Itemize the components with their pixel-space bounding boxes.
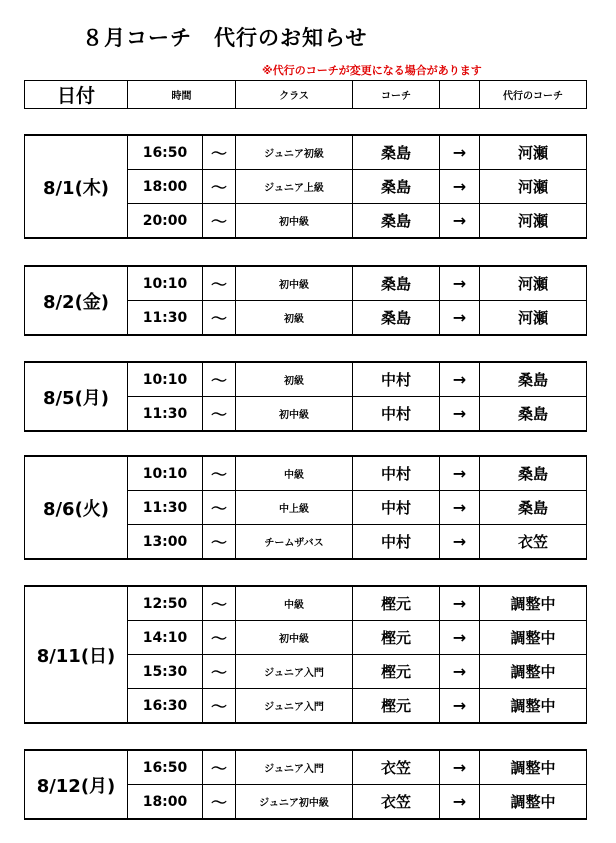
table-row (25, 750, 587, 785)
arrow-cell: → (440, 525, 480, 560)
tilde-cell: 〜 (203, 397, 236, 432)
time-cell: 18:00 (128, 785, 203, 820)
time-cell: 11:30 (128, 301, 203, 336)
arrow-cell: → (440, 750, 480, 785)
tilde-cell: 〜 (203, 456, 236, 491)
arrow-cell: → (440, 135, 480, 170)
time-cell: 16:50 (128, 750, 203, 785)
header-blank (440, 81, 480, 109)
header-class: クラス (236, 81, 353, 109)
date-group (24, 134, 587, 239)
substitute-cell: 調整中 (480, 586, 587, 621)
substitute-cell: 河瀬 (480, 301, 587, 336)
arrow-cell: → (440, 204, 480, 239)
table-row (25, 266, 587, 301)
header-row (25, 81, 587, 109)
tilde-cell: 〜 (203, 750, 236, 785)
header-table (24, 80, 587, 109)
time-cell: 15:30 (128, 655, 203, 689)
class-cell: ジュニア入門 (236, 655, 353, 689)
tilde-cell: 〜 (203, 525, 236, 560)
date-cell: 8/2(金) (25, 266, 128, 335)
coach-cell: 中村 (353, 397, 440, 432)
substitute-cell: 調整中 (480, 750, 587, 785)
date-group (24, 455, 587, 560)
table-row (25, 586, 587, 621)
substitute-cell: 河瀬 (480, 170, 587, 204)
coach-cell: 樫元 (353, 689, 440, 724)
coach-cell: 桑島 (353, 301, 440, 336)
table-row (25, 456, 587, 491)
tilde-cell: 〜 (203, 491, 236, 525)
class-cell: 初中級 (236, 397, 353, 432)
class-cell: 初中級 (236, 621, 353, 655)
class-cell: ジュニア初級 (236, 135, 353, 170)
coach-cell: 桑島 (353, 266, 440, 301)
time-cell: 12:50 (128, 586, 203, 621)
tilde-cell: 〜 (203, 135, 236, 170)
arrow-cell: → (440, 785, 480, 820)
table-row (25, 362, 587, 397)
tilde-cell: 〜 (203, 204, 236, 239)
tilde-cell: 〜 (203, 586, 236, 621)
class-cell: 初中級 (236, 266, 353, 301)
arrow-cell: → (440, 362, 480, 397)
date-group (24, 585, 587, 724)
date-cell: 8/11(日) (25, 586, 128, 723)
header-date: 日付 (25, 81, 128, 109)
time-cell: 11:30 (128, 491, 203, 525)
tilde-cell: 〜 (203, 689, 236, 724)
substitute-cell: 河瀬 (480, 266, 587, 301)
time-cell: 16:30 (128, 689, 203, 724)
coach-cell: 衣笠 (353, 785, 440, 820)
tilde-cell: 〜 (203, 170, 236, 204)
arrow-cell: → (440, 456, 480, 491)
class-cell: 中級 (236, 586, 353, 621)
arrow-cell: → (440, 689, 480, 724)
class-cell: 初級 (236, 362, 353, 397)
coach-cell: 衣笠 (353, 750, 440, 785)
substitute-cell: 調整中 (480, 689, 587, 724)
time-cell: 16:50 (128, 135, 203, 170)
class-cell: ジュニア入門 (236, 689, 353, 724)
class-cell: 初中級 (236, 204, 353, 239)
date-cell: 8/12(月) (25, 750, 128, 819)
substitute-cell: 調整中 (480, 655, 587, 689)
arrow-cell: → (440, 301, 480, 336)
date-cell: 8/1(木) (25, 135, 128, 238)
arrow-cell: → (440, 621, 480, 655)
coach-cell: 樫元 (353, 621, 440, 655)
coach-cell: 中村 (353, 491, 440, 525)
time-cell: 11:30 (128, 397, 203, 432)
time-cell: 20:00 (128, 204, 203, 239)
header-time: 時間 (128, 81, 236, 109)
arrow-cell: → (440, 170, 480, 204)
tilde-cell: 〜 (203, 266, 236, 301)
tilde-cell: 〜 (203, 362, 236, 397)
change-notice: ※代行のコーチが変更になる場合があります (262, 64, 482, 77)
coach-cell: 桑島 (353, 204, 440, 239)
substitute-cell: 調整中 (480, 785, 587, 820)
date-group (24, 749, 587, 820)
arrow-cell: → (440, 491, 480, 525)
header-substitute: 代行のコーチ (480, 81, 587, 109)
class-cell: チームザバス (236, 525, 353, 560)
time-cell: 14:10 (128, 621, 203, 655)
class-cell: 初級 (236, 301, 353, 336)
coach-cell: 樫元 (353, 655, 440, 689)
class-cell: 中級 (236, 456, 353, 491)
time-cell: 18:00 (128, 170, 203, 204)
class-cell: 中上級 (236, 491, 353, 525)
class-cell: ジュニア入門 (236, 750, 353, 785)
substitute-cell: 河瀬 (480, 135, 587, 170)
substitute-cell: 桑島 (480, 491, 587, 525)
date-group (24, 361, 587, 432)
page-title: ８月コーチ 代行のお知らせ (82, 26, 368, 50)
arrow-cell: → (440, 397, 480, 432)
date-group (24, 265, 587, 336)
substitute-cell: 衣笠 (480, 525, 587, 560)
time-cell: 13:00 (128, 525, 203, 560)
coach-cell: 中村 (353, 456, 440, 491)
table-row (25, 135, 587, 170)
class-cell: ジュニア上級 (236, 170, 353, 204)
coach-cell: 桑島 (353, 170, 440, 204)
tilde-cell: 〜 (203, 621, 236, 655)
class-cell: ジュニア初中級 (236, 785, 353, 820)
time-cell: 10:10 (128, 266, 203, 301)
substitute-cell: 河瀬 (480, 204, 587, 239)
substitute-cell: 桑島 (480, 456, 587, 491)
substitute-cell: 調整中 (480, 621, 587, 655)
time-cell: 10:10 (128, 456, 203, 491)
arrow-cell: → (440, 655, 480, 689)
tilde-cell: 〜 (203, 655, 236, 689)
date-cell: 8/6(火) (25, 456, 128, 559)
header-coach: コーチ (353, 81, 440, 109)
date-cell: 8/5(月) (25, 362, 128, 431)
tilde-cell: 〜 (203, 785, 236, 820)
time-cell: 10:10 (128, 362, 203, 397)
coach-cell: 樫元 (353, 586, 440, 621)
coach-cell: 中村 (353, 362, 440, 397)
coach-cell: 中村 (353, 525, 440, 560)
tilde-cell: 〜 (203, 301, 236, 336)
substitute-cell: 桑島 (480, 362, 587, 397)
coach-cell: 桑島 (353, 135, 440, 170)
arrow-cell: → (440, 266, 480, 301)
arrow-cell: → (440, 586, 480, 621)
substitute-cell: 桑島 (480, 397, 587, 432)
